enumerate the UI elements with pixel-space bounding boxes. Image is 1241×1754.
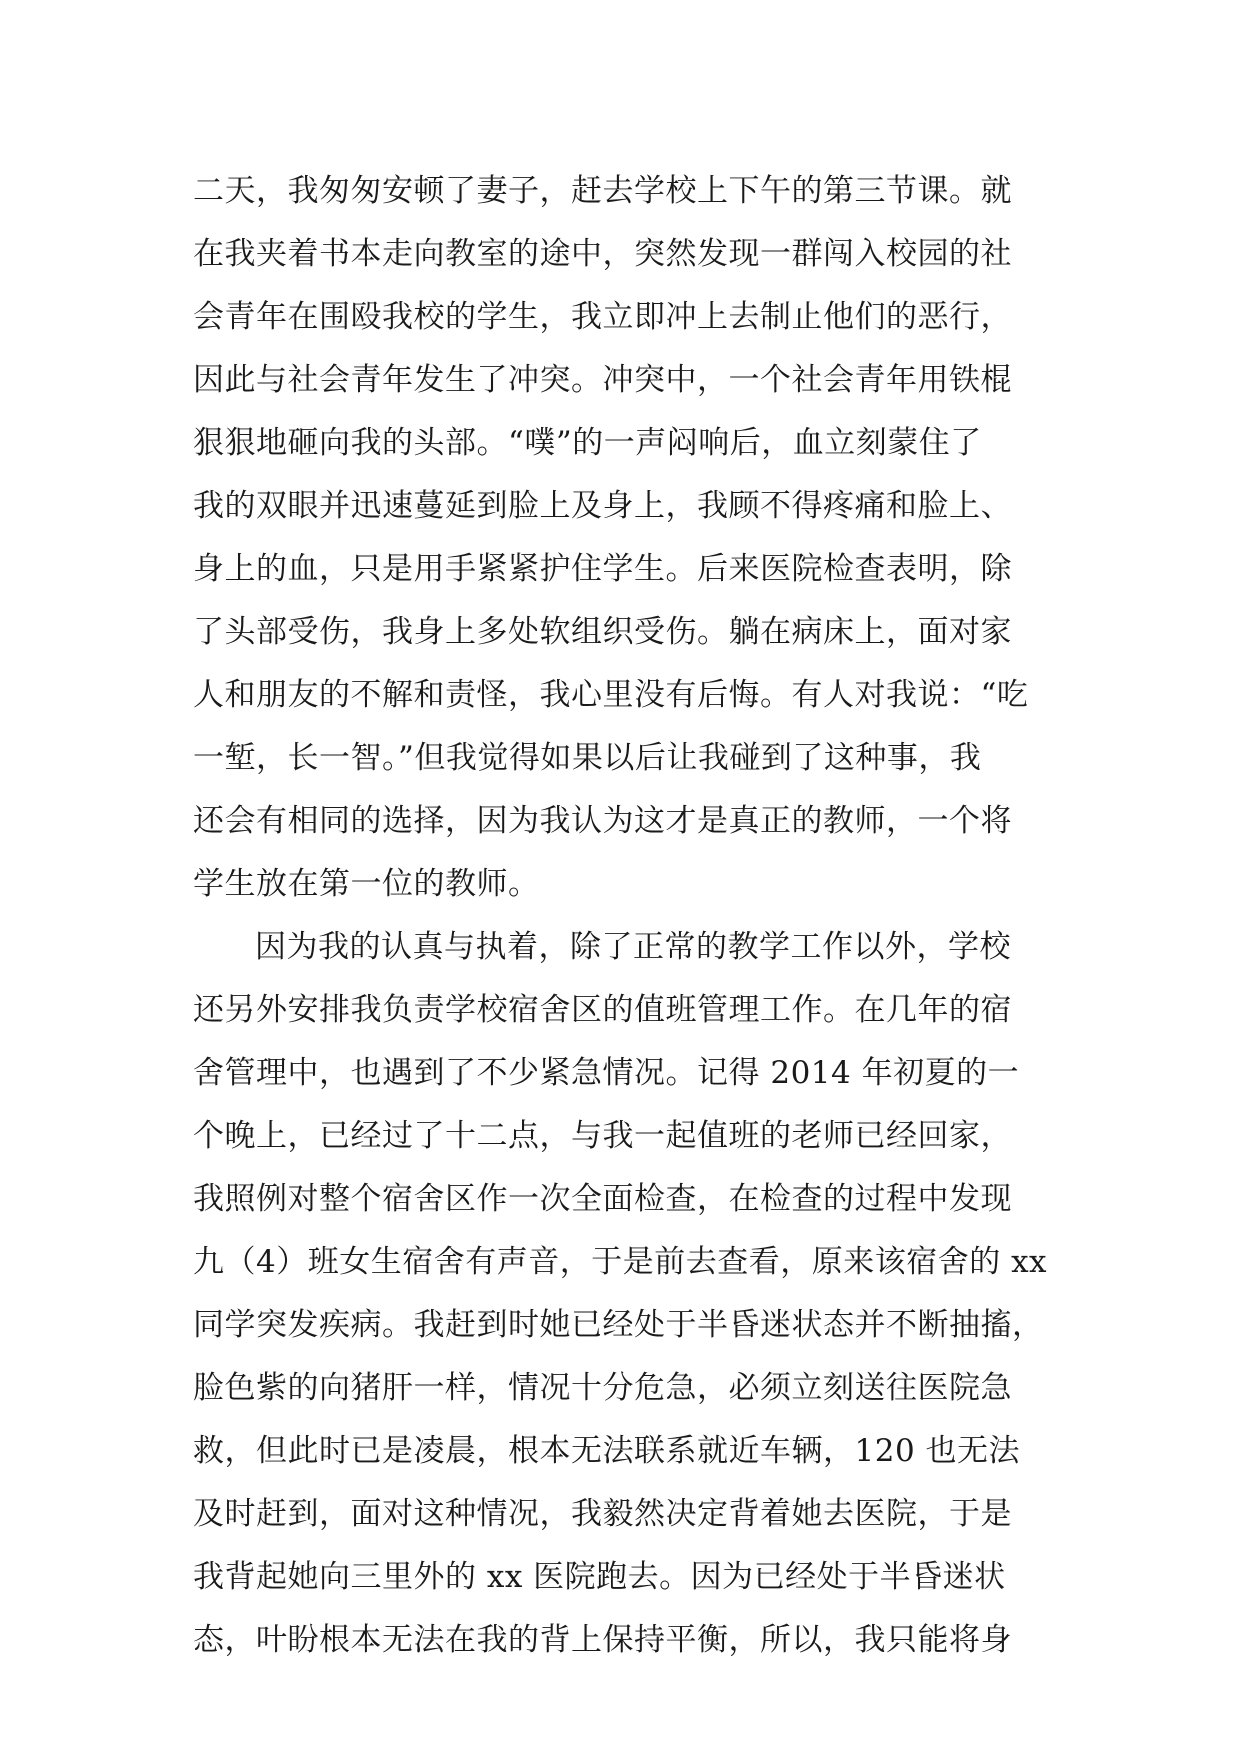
text-line: 我背起她向三里外的 xx 医院跑去。因为已经处于半昏迷状: [193, 1559, 1006, 1595]
text-line: 还会有相同的选择，因为我认为这才是真正的教师，一个将: [193, 803, 1012, 839]
paragraph-2: [193, 916, 1053, 1672]
text-line: 态，叶盼根本无法在我的背上保持平衡，所以，我只能将身: [193, 1622, 1012, 1658]
text-line: 还另外安排我负责学校宿舍区的值班管理工作。在几年的宿: [193, 992, 1012, 1028]
body-text: [193, 160, 1053, 1672]
text-line: 一堑，长一智。”但我觉得如果以后让我碰到了这种事，我: [193, 740, 982, 776]
text-line: 因此与社会青年发生了冲突。冲突中，一个社会青年用铁棍: [193, 362, 1012, 398]
text-line: 我照例对整个宿舍区作一次全面检查，在检查的过程中发现: [193, 1181, 1012, 1217]
text-line: 九（4）班女生宿舍有声音，于是前去查看，原来该宿舍的 xx: [193, 1244, 1048, 1280]
text-line: 我的双眼并迅速蔓延到脸上及身上，我顾不得疼痛和脸上、: [193, 488, 1012, 524]
text-line: 二天，我匆匆安顿了妻子，赶去学校上下午的第三节课。就: [193, 173, 1012, 209]
text-line: 同学突发疾病。我赶到时她已经处于半昏迷状态并不断抽搐，: [193, 1307, 1044, 1343]
text-line: 脸色紫的向猪肝一样，情况十分危急，必须立刻送往医院急: [193, 1370, 1012, 1406]
text-line: 在我夹着书本走向教室的途中，突然发现一群闯入校园的社: [193, 236, 1012, 272]
text-line: 了头部受伤，我身上多处软组织受伤。躺在病床上，面对家: [193, 614, 1012, 650]
text-line: 因为我的认真与执着，除了正常的教学工作以外，学校: [255, 929, 1011, 965]
text-line: 会青年在围殴我校的学生，我立即冲上去制止他们的恶行，: [193, 299, 1012, 335]
text-line: 个晚上，已经过了十二点，与我一起值班的老师已经回家，: [193, 1118, 1012, 1154]
text-line: 救，但此时已是凌晨，根本无法联系就近车辆，120 也无法: [193, 1433, 1021, 1469]
paragraph-1: [193, 160, 1053, 916]
text-line: 及时赶到，面对这种情况，我毅然决定背着她去医院，于是: [193, 1496, 1012, 1532]
text-line: 狠狠地砸向我的头部。“噗”的一声闷响后，血立刻蒙住了: [193, 425, 982, 461]
text-line: 舍管理中，也遇到了不少紧急情况。记得 2014 年初夏的一: [193, 1055, 1020, 1091]
text-line: 身上的血，只是用手紧紧护住学生。后来医院检查表明，除: [193, 551, 1012, 587]
text-line: 人和朋友的不解和责怪，我心里没有后悔。有人对我说：“吃: [193, 677, 1029, 713]
text-line: 学生放在第一位的教师。: [193, 866, 540, 902]
